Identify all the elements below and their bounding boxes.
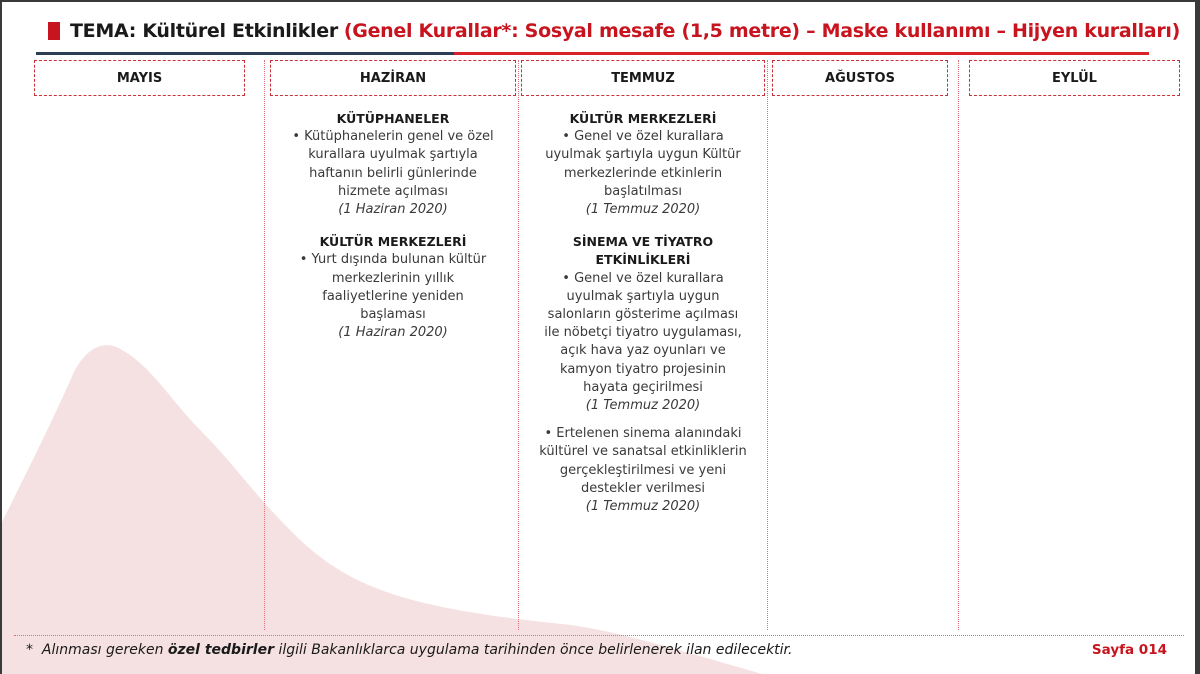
footnote-bold: özel tedbirler [167, 642, 274, 658]
section-title: KÜLTÜR MERKEZLERİ [319, 234, 467, 250]
section-date: (1 Temmuz 2020) [585, 398, 701, 414]
section-line: kültürel ve sanatsal etkinliklerin [539, 444, 747, 460]
title-general-rules: (Genel Kurallar*: Sosyal mesafe (1,5 metre) – Maske kullanımı – Hijyen kuralları) [343, 20, 1180, 42]
section-line: ile nöbetçi tiyatro uygulaması, [544, 325, 742, 341]
section-title: KÜLTÜR MERKEZLERİ [569, 111, 717, 126]
month-header-eylul: EYLÜL [969, 60, 1180, 96]
section-line: faaliyetlerine yeniden [322, 288, 464, 304]
section-line: uyulmak şartıyla uygun Kültür [545, 147, 741, 163]
title-rule-blue [36, 52, 454, 55]
footnote-star: * [26, 642, 33, 658]
temmuz-section-culture-centers [521, 110, 765, 219]
section-line: • Kütüphanelerin genel ve özel [292, 129, 494, 145]
month-header-agustos: AĞUSTOS [772, 60, 948, 96]
section-title: SİNEMA VE TİYATRO [572, 234, 714, 250]
section-title: KÜTÜPHANELER [336, 111, 450, 126]
column-divider [958, 60, 959, 630]
section-line: merkezlerinde etkinlerin [563, 165, 723, 181]
haziran-section-culture-centers [270, 233, 516, 342]
section-line: kurallara uyulmak şartıyla [308, 147, 478, 163]
column-divider [767, 60, 768, 630]
section-line: • Genel ve özel kurallara [562, 270, 724, 286]
month-header-temmuz: TEMMUZ [521, 60, 765, 96]
section-line: kamyon tiyatro projesinin [560, 361, 726, 377]
footnote-pre: Alınması gereken [41, 642, 164, 658]
temmuz-section-cinema-theatre [521, 233, 765, 415]
section-date: (1 Haziran 2020) [338, 202, 448, 218]
section-date: (1 Temmuz 2020) [585, 202, 701, 218]
section-date: (1 Temmuz 2020) [585, 499, 701, 515]
section-date: (1 Haziran 2020) [338, 325, 448, 341]
footnote-post: ilgili Bakanlıklarca uygulama tarihinden önce belirlenerek ilan edilecektir. [278, 642, 793, 658]
section-line: salonların gösterime açılması [547, 307, 739, 323]
month-header-mayis: MAYIS [34, 60, 245, 96]
section-line: başlaması [360, 307, 426, 323]
title-theme: TEMA: Kültürel Etkinlikler [70, 20, 338, 42]
section-line: uyulmak şartıyla uygun [566, 288, 720, 304]
temmuz-column [521, 110, 765, 516]
haziran-column [270, 110, 516, 342]
column-divider [518, 60, 519, 630]
section-line: hayata geçirilmesi [583, 379, 703, 395]
column-divider [264, 60, 265, 630]
section-line: haftanın belirli günlerinde [309, 165, 477, 181]
section-line: gerçekleştirilmesi ve yeni [559, 462, 727, 478]
footnote [26, 642, 792, 658]
section-line: destekler verilmesi [580, 480, 706, 496]
section-line: hizmete açılması [338, 183, 448, 199]
section-title: ETKİNLİKLERİ [595, 252, 691, 268]
section-line: • Ertelenen sinema alanındaki [544, 426, 742, 442]
title-rule-red [454, 52, 1149, 55]
section-line: başlatılması [604, 183, 682, 199]
page-number: Sayfa 014 [1091, 642, 1167, 658]
section-line: açık hava yaz oyunları ve [560, 343, 726, 359]
slide-page [2, 2, 1195, 674]
footer-divider [14, 635, 1184, 636]
section-line: • Genel ve özel kurallara [562, 129, 724, 145]
haziran-section-libraries [270, 110, 516, 219]
page-title [48, 15, 1180, 47]
section-line: • Yurt dışında bulunan kültür [299, 252, 487, 268]
title-marker-icon [48, 22, 60, 40]
month-header-haziran: HAZİRAN [270, 60, 516, 96]
temmuz-section-postponed-cinema [521, 425, 765, 516]
section-line: merkezlerinin yıllık [331, 270, 455, 286]
